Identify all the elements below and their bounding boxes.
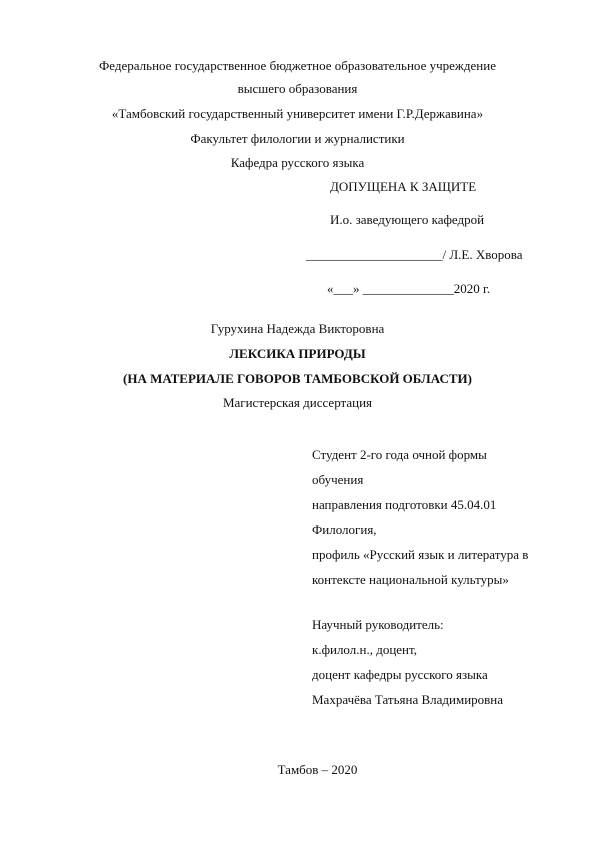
supervisor-line-3: доцент кафедры русского языка	[312, 667, 488, 682]
supervisor-line-4: Махрачёва Татьяна Владимировна	[312, 692, 504, 707]
approval-signature: _____________________/ Л.Е. Хворова	[306, 247, 523, 262]
institution-line-1: Федеральное государственное бюджетное образовательное учреждение	[99, 58, 496, 73]
student-line-3: направления подготовки 45.04.01	[312, 497, 497, 512]
thesis-title-line-2: (НА МАТЕРИАЛЕ ГОВОРОВ ТАМБОВСКОЙ ОБЛАСТИ)	[123, 371, 472, 386]
approval-title: ДОПУЩЕНА К ЗАЩИТЕ	[330, 179, 477, 194]
approval-date: «___» ______________2020 г.	[327, 281, 491, 296]
institution-line-2: высшего образования	[237, 81, 358, 96]
department-name: Кафедра русского языка	[230, 155, 365, 170]
student-line-4: Филология,	[312, 522, 377, 537]
author-name: Гурухина Надежда Викторовна	[210, 321, 385, 336]
student-line-6: контексте национальной культуры»	[312, 572, 509, 587]
student-line-5: профиль «Русский язык и литература в	[312, 547, 529, 562]
approval-position: И.о. заведующего кафедрой	[330, 212, 485, 227]
university-name: «Тамбовский государственный университет имени Г.Р.Державина»	[111, 106, 484, 121]
thesis-title-line-1: ЛЕКСИКА ПРИРОДЫ	[229, 346, 366, 361]
thesis-type: Магистерская диссертация	[222, 395, 373, 410]
faculty-name: Факультет филологии и журналистики	[190, 131, 405, 146]
student-line-1: Студент 2-го года очной формы	[312, 447, 487, 462]
supervisor-line-2: к.филол.н., доцент,	[312, 642, 417, 657]
supervisor-line-1: Научный руководитель:	[312, 617, 444, 632]
student-line-2: обучения	[312, 472, 364, 487]
city-year: Тамбов – 2020	[277, 762, 358, 777]
